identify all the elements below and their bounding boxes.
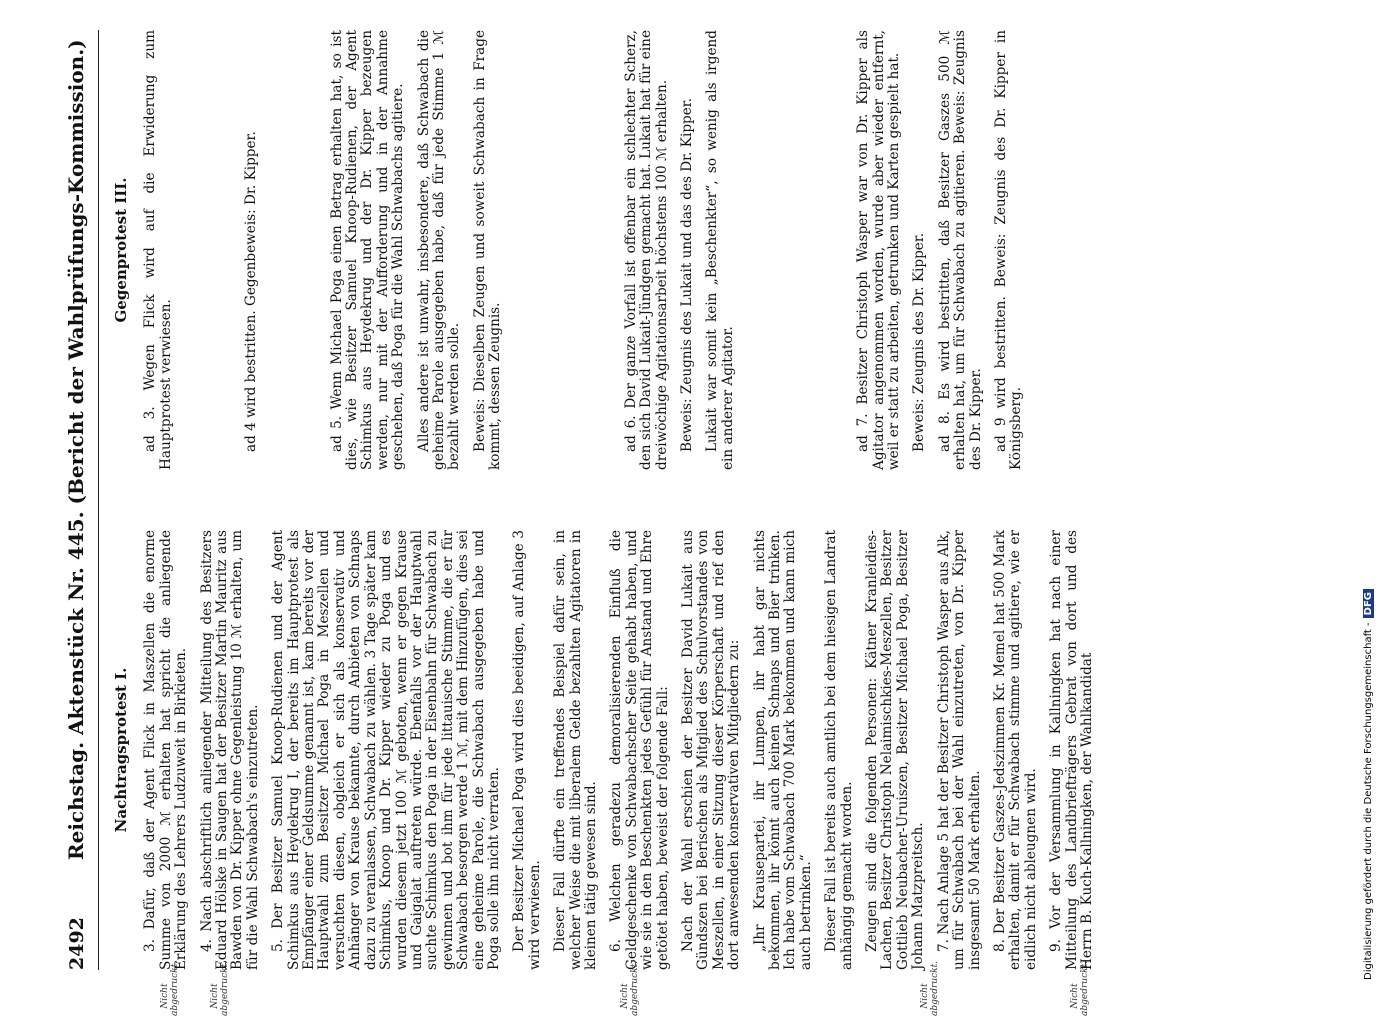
paragraph: ad 5. Wenn Michael Poga einen Betrag erhalten hat, so ist dies, wie Besitzer Samuel Knoop-Rudienen, der Agent Schimkus aus Heydekrug und der Dr. Kipper bezeugen werden, nur mit der Aufforderung und in der Annahme geschehen, daß Poga für die Wahl Schwabachs agitiere. (328, 30, 407, 470)
paragraph: ad 7. Besitzer Christoph Wasper war von Dr. Kipper als Agitator angenommen worden, wurde aber wieder entfernt, weil er statt zu arbeiten, getrunken und Karten gespielt hat. (855, 30, 902, 470)
dfg-logo: DFG (1363, 589, 1374, 618)
paragraph: ad 8. Es wird bestritten, daß Besitzer Gaszes 500 ℳ erhalten hat, um für Schwabach zu agitieren. Beweis: Zeugnis des Dr. Kipper. (936, 30, 984, 470)
paragraph: Der Besitzer Michael Poga wird dies beeidigen, auf Anlage 3 wird verwiesen. (511, 530, 543, 970)
paragraph: Dieser Fall dürfte ein treffendes Beispiel dafür sein, in welcher Weise die mit liberalem Gelde bezahlten Agitatoren in kleinen tätig gewesen sind. (552, 530, 599, 970)
margin-note: Nicht abgedruckt. (160, 960, 180, 1016)
page-header (60, 30, 96, 970)
paragraph: Lukait war somit kein „Beschenkter“, so wenig als irgend ein anderer Agitator. (704, 30, 736, 470)
paragraph: „Ihr Krausepartei, ihr Lumpen, ihr habt gar nichts bekommen, ihr könnt auch keinen Schnaps und Bier trinken. Ich habe vom Schwabach 700 Mark bekommen und kann mich auch betrinken.“ (751, 530, 814, 970)
paragraph: 6. Welchen geradezu demoralisierenden Einfluß die Geldgeschenke von Schwabachscher Seite gehabt haben, und wie sie in den Beschenkten jedes Gefühl für Anstand und Ehre getötet haben, beweist der folgende Fall: (608, 530, 671, 970)
left-column (110, 530, 1105, 970)
paragraph: ad 4 wird bestritten. Gegenbeweis: Dr. Kipper. (243, 131, 260, 452)
paragraph: 8. Der Besitzer Gaszes-Jedszimmen Kr. Memel hat 500 Mark erhalten, damit er für Schwabach stimme und agitiere, wie er eidlich nicht ableugnen wird. (991, 530, 1039, 970)
paragraph: ad 9 wird bestritten. Beweis: Zeugnis des Dr. Kipper in Königsberg. (992, 30, 1025, 470)
credit-text: Digitalisierung gefördert durch die Deutsche Forschungsgemeinschaft - (1363, 622, 1374, 980)
page-number: 2492 (66, 917, 88, 970)
page-title: Reichstag. Aktenstück Nr. 445. (Bericht der Wahlprüfungs-Kommission.) (64, 39, 88, 860)
paragraph: Alles andere ist unwahr, insbesondere, daß Schwabach die geheime Parole ausgegeben habe, daß für jede Stimme 1 ℳ bezahlt werden solle. (415, 30, 463, 470)
paragraph: Zeugen sind die folgenden Personen: Kätner Kranleidies-Lachen, Besitzer Christoph Nelaimischkies-Meszellen, Besitzer Gottlieb Neubacher-Uruiszen, Besitzer Michael Poga, Besitzer Johann Matzpreitsch. (864, 530, 927, 970)
paragraph: Beweis: Zeugnis des Dr. Kipper. (911, 232, 928, 452)
right-column (110, 30, 1035, 470)
right-heading: Gegenprotest III. (112, 177, 130, 323)
paragraph: Beweis: Dieselben Zeugen und soweit Schwabach in Frage kommt, dessen Zeugnis. (471, 30, 504, 470)
margin-note: Nicht abgedruckt. (1070, 960, 1090, 1016)
paragraph: Beweis: Zeugnis des Lukait und das des Dr. Kipper. (678, 97, 695, 452)
header-rule (98, 30, 99, 970)
digitization-credit (1363, 589, 1374, 980)
left-heading: Nachtragsprotest I. (112, 667, 130, 833)
paragraph: Dieser Fall ist bereits auch amtlich bei dem hiesigen Landrat anhängig gemacht worden. (823, 530, 855, 970)
paragraph: 5. Der Besitzer Samuel Knoop-Rudienen und der Agent Schimkus aus Heydekrug I, der bereits im Hauptprotest als Empfänger einer Geldsumme genannt ist, kam bereits vor der Hauptwahl zum Besitzer Michael Poga in Meszellen und versuchten diesen, obgleich er sich als konservativ und Anhänger von Krause bekannte, durch Anbieten von Schnaps dazu zu veranlassen, Schwabach zu wählen. 3 Tage später kam Schimkus, Knoop und Dr. Kipper wieder zu Poga und es wurden diesem jetzt 100 ℳ geboten, wenn er gegen Krause und Gaigalat auftreten würde. Ebenfalls vor der Hauptwahl suchte Schimkus den Poga in der Eisenbahn für Schwabach zu gewinnen und bot ihm für jede littauische Stimme, die er für Schwabach besorgen werde 1 ℳ, mit dem Hinzufügen, dies sei eine geheime Parole, die Schwabach ausgegeben habe und Poga solle ihn nicht verraten. (270, 530, 502, 970)
margin-note: Nicht abgedruckt. (920, 960, 940, 1016)
paragraph: ad 3. Wegen Flick wird auf die Erwiderung zum Hauptprotest verwiesen. (142, 30, 174, 470)
margin-note: Nicht abgedruckt. (620, 960, 640, 1016)
paragraph: 4. Nach abschriftlich anliegender Mitteilung des Besitzers Eduard Hölske in Saugen hat der Besitzer Martin Mauritz aus Bawden von Dr. Kipper ohne Gegenleistung 10 ℳ erhalten, um für die Wahl Schwabach's einzutreten. (198, 530, 261, 970)
margin-note: Nicht abgedruckt. (210, 960, 230, 1016)
paragraph: ad 6. Der ganze Vorfall ist offenbar ein schlechter Scherz, den sich David Lukait-Jündgen gemacht hat. Lukait hat für eine dreiwöchige Agitationsarbeit höchstens 100 ℳ erhalten. (622, 30, 670, 470)
paragraph: 9. Vor der Versammlung in Kallningken hat nach einer Mitteilung des Landbriefträgers Gebrat von dort und des Herrn B. Kuch-Kallningken, der Wahlkandidat (1048, 530, 1095, 970)
paragraph: Nach der Wahl erschien der Besitzer David Lukait aus Gündszen bei Berischen als Mitglied des Schulvorstandes von Meszellen, in einer Sitzung dieser Körperschaft und rief den dort anwesenden konservativen Mitgliedern zu: (680, 530, 743, 970)
paragraph: 3. Dafür, daß der Agent Flick in Maszellen die enorme Summe von 2000 ℳ erhalten hat spricht die anliegende Erklärung des Lehrers Ludzuweit in Birkieten. (142, 530, 190, 970)
paragraph: 7. Nach Anlage 5 hat der Besitzer Christoph Wasper aus Alk, um für Schwabach bei der Wahl einzutreten, von Dr. Kipper insgesamt 50 Mark erhalten. (935, 530, 983, 970)
document-page (60, 30, 1350, 1016)
